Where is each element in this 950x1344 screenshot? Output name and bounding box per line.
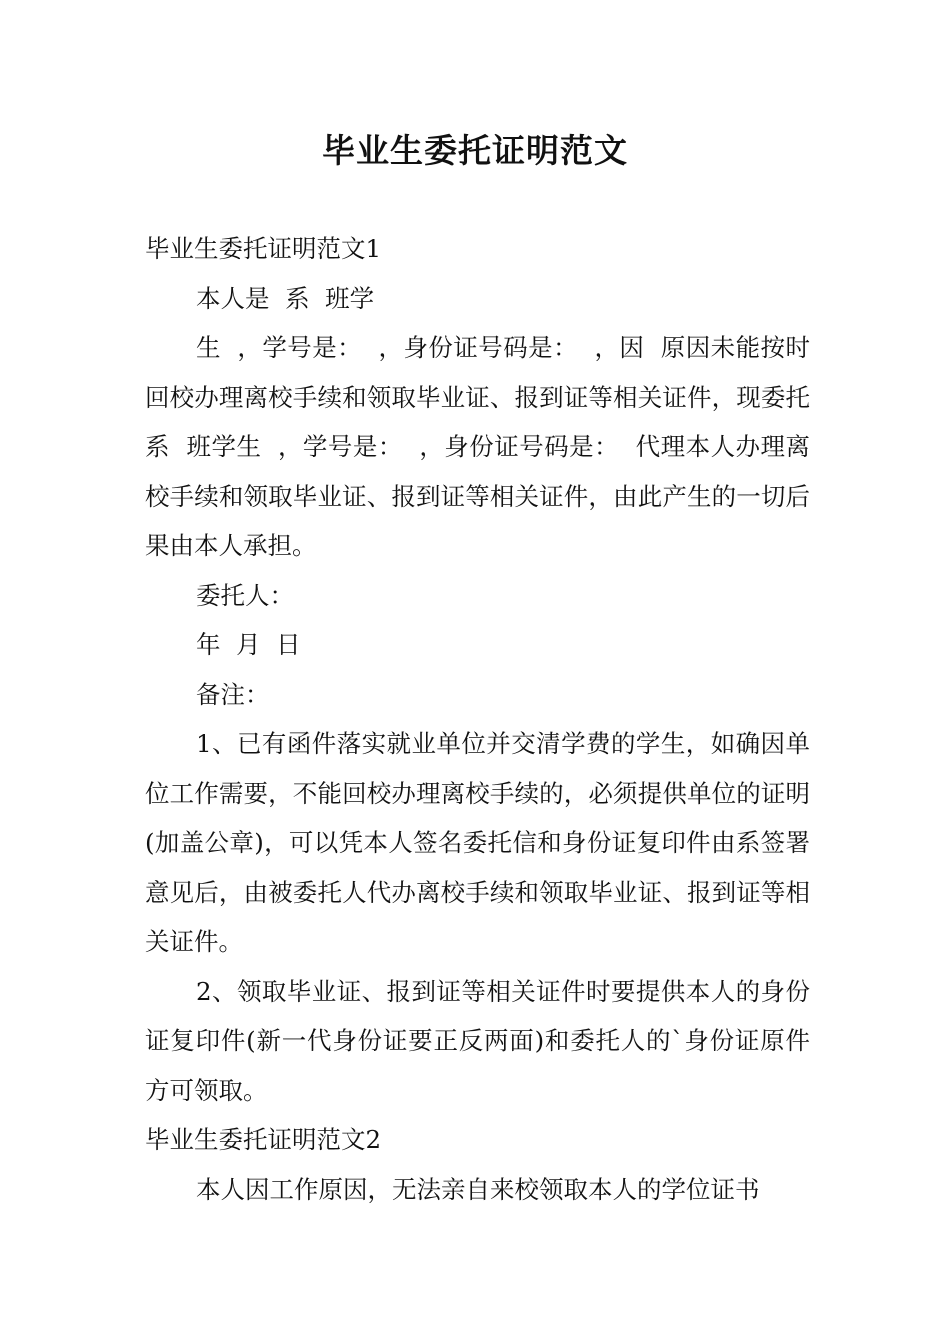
delegator-label: 委托人： (196, 580, 294, 610)
note-item-2: 2、领取毕业证、报到证等相关证件时要提供本人的身份证复印件(新一代身份证要正反两面)和委托人的`身份证原件方可领取。 (145, 976, 810, 1105)
paragraph: 本人因工作原因，无法亲自来校领取本人的学位证书 (196, 1174, 760, 1204)
date-line: 年 月 日 (196, 630, 301, 659)
paragraph: 本人是 系 班学 (196, 283, 375, 313)
section-heading-2: 毕业生委托证明范文2 (145, 1125, 382, 1154)
note-item-1: 1、已有函件落实就业单位并交清学费的学生，如确因单位工作需要，不能回校办理离校手续的，必须提供单位的证明(加盖公章)，可以凭本人签名委托信和身份证复印件由系签署意见后，由被委托人代办离校手续和领取毕业证、报到证等相关证件。 (145, 729, 810, 956)
document-body (145, 224, 826, 1214)
note-label: 备注： (196, 679, 270, 709)
section-heading-1: 毕业生委托证明范文1 (145, 234, 382, 263)
document-title: 毕业生委托证明范文 (322, 131, 628, 170)
paragraph: 生 ，学号是： ，身份证号码是： ，因 原因未能按时回校办理离校手续和领取毕业证、报到证等相关证件，现委托 系 班学生 ，学号是： ，身份证号码是： 代理本人办理离校手续和领取毕业证、报到证等相关证件，由此产生的一切后果由本人承担。 (145, 333, 826, 560)
